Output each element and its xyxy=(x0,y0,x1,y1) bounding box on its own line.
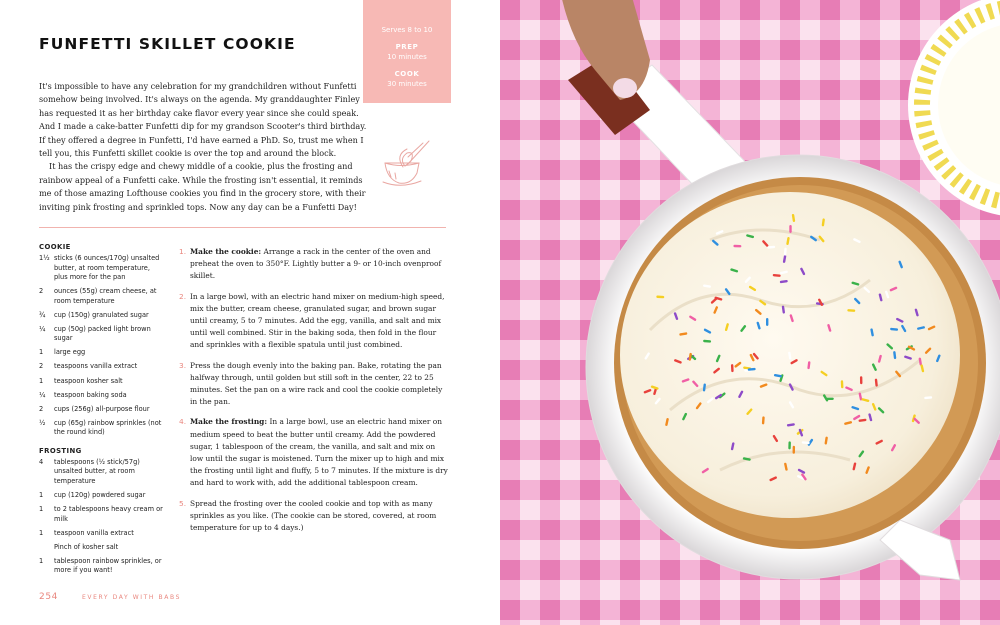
step-number: 3. xyxy=(179,360,187,370)
page-number: 254 xyxy=(39,592,58,602)
ingredient-quantity: 1 xyxy=(39,505,44,514)
sprinkle xyxy=(793,446,796,454)
prep-label: PREP xyxy=(395,43,419,51)
sprinkle xyxy=(766,318,768,326)
sprinkle xyxy=(860,376,863,384)
step-number: 4. xyxy=(179,417,187,427)
intro-paragraph-1: It's impossible to have any celebration for my grandchildren without Funfetti somehow being involved. It's always on the agenda. My granddaughter Finley has requested it as her birthday cake flavor every year since she could speak. And I made a cake-batter Funfetti dip for my grandson Scooter's third birthday. If they offered a degree in Funfetti, I'd have earned a PhD. So, trust me when I tell you, this Funfetti skillet cookie is over the top and around the block. xyxy=(39,81,367,159)
ingredients-list xyxy=(39,243,164,580)
cookie-ingredients xyxy=(39,254,164,438)
step-number: 1. xyxy=(179,247,187,256)
prep-value: 10 minutes xyxy=(387,53,427,61)
ingredient-row xyxy=(39,505,164,524)
method-step xyxy=(179,498,449,535)
sprinkle xyxy=(731,364,734,372)
step-text: Spread the frosting over the cooled cookie and top with as many sprinkles as you like. (The cookie can be stored, covered, at room temperature for up to 4 days.) xyxy=(190,498,437,533)
step-lead: Make the cookie: xyxy=(190,247,262,256)
whisk-bowl-icon xyxy=(377,133,437,193)
page-footer xyxy=(39,592,181,602)
ingredient-row xyxy=(39,391,164,401)
step-body xyxy=(190,416,449,489)
method-step xyxy=(179,291,449,352)
recipe-photo xyxy=(500,0,1000,625)
ingredient-text: teaspoons vanilla extract xyxy=(54,362,138,371)
ingredient-quantity: 1 xyxy=(39,490,44,499)
method-step xyxy=(179,246,449,283)
ingredient-text: tablespoons (½ stick/57g) unsalted butter, at room temperature xyxy=(54,457,140,485)
method-steps xyxy=(179,246,449,542)
cook-label: COOK xyxy=(394,70,420,78)
ingredient-quantity: 4 xyxy=(39,457,44,466)
ingredient-row xyxy=(39,377,164,387)
step-text: In a large bowl, with an electric hand mixer on medium-high speed, mix the butter, cream cheese, granulated sugar, and brown sugar until creamy, 5 to 7 minutes. Add the egg, vanilla, and salt and mix until well combined. Stir in the baking soda, then fold in the flour and sprinkles with a flexible spatula until just combined. xyxy=(190,291,445,350)
step-number: 5. xyxy=(179,498,187,508)
step-body xyxy=(190,246,449,283)
sprinkle xyxy=(733,245,741,248)
method-step xyxy=(179,360,449,409)
step-body xyxy=(190,291,449,352)
section-divider xyxy=(39,227,446,228)
ingredient-quantity: 2 xyxy=(39,404,44,413)
step-text: Arrange a rack in the center of the oven and preheat the oven to 350°F. Lightly butter a 9- or 10-inch ovenproof skillet. xyxy=(190,247,442,281)
step-lead: Make the frosting: xyxy=(190,417,268,427)
intro-paragraph-2: It has the crispy edge and chewy middle of a cookie, plus the frosting and rainbow appeal of a Funfetti cake. While the frosting isn't essential, it reminds me of those amazing Lofthouse cookies you find in the grocery store, with their inviting pink frosting and sprinkled tops. Now any day can be a Funfetti Day! xyxy=(39,161,366,212)
ingredient-quantity: 2 xyxy=(39,287,44,296)
book-title: EVERY DAY WITH BABS xyxy=(81,594,181,601)
ingredient-text: tablespoon rainbow sprinkles, or more if you want! xyxy=(54,556,162,575)
ingredient-text: ounces (55g) cream cheese, at room temperature xyxy=(54,287,157,305)
frosting-ingredients xyxy=(39,458,164,576)
ingredient-quantity xyxy=(39,543,54,553)
step-body xyxy=(190,498,449,535)
serves-text: Serves 8 to 10 xyxy=(381,26,433,34)
ingredient-quantity: 1 xyxy=(39,556,44,565)
ingredient-text: large egg xyxy=(54,348,86,357)
cookie-heading: COOKIE xyxy=(39,243,71,251)
ingredient-row xyxy=(39,325,164,344)
ingredient-quantity: ¼ xyxy=(39,390,46,399)
ingredient-row xyxy=(39,458,164,487)
ingredient-text: to 2 tablespoons heavy cream or milk xyxy=(54,505,163,523)
ingredient-row xyxy=(39,529,164,539)
ingredient-row xyxy=(39,405,164,415)
ingredient-text: cup (65g) rainbow sprinkles (not the round kind) xyxy=(54,418,162,437)
sprinkle xyxy=(788,441,791,449)
ingredient-quantity: 1 xyxy=(39,376,44,385)
ingredient-text: sticks (6 ounces/170g) unsalted butter, at room temperature, plus more for the pan xyxy=(54,254,160,281)
ingredient-quantity: 2 xyxy=(39,362,44,371)
frosting-heading: FROSTING xyxy=(39,446,82,455)
ingredient-quantity: ½ xyxy=(39,418,46,427)
ingredient-text: teaspoon kosher salt xyxy=(54,376,123,385)
ingredient-text: cup (120g) powdered sugar xyxy=(54,490,146,499)
step-text: Press the dough evenly into the baking pan. Bake, rotating the pan halfway through, until golden but still soft in the center, 22 to 25 minutes. Set the pan on a wire rack and cool the cookie completely in the pan. xyxy=(190,360,443,407)
ingredient-quantity: ¼ xyxy=(39,324,46,333)
photo-illustration xyxy=(500,0,1000,625)
recipe-intro xyxy=(39,80,375,214)
ingredient-row xyxy=(39,287,164,306)
ingredient-text: Pinch of kosher salt xyxy=(54,542,119,551)
method-step xyxy=(179,416,449,489)
ingredient-row xyxy=(39,348,164,358)
recipe-info-box xyxy=(363,0,451,103)
ingredient-quantity: 1 xyxy=(39,528,44,537)
ingredient-row xyxy=(39,311,164,321)
ingredient-text: cups (256g) all-purpose flour xyxy=(54,404,150,413)
sprinkle xyxy=(841,380,844,388)
ingredient-quantity: 1½ xyxy=(39,254,50,262)
ingredient-text: teaspoon vanilla extract xyxy=(54,528,134,537)
ingredient-row xyxy=(39,557,164,576)
step-number: 2. xyxy=(179,291,187,301)
ingredient-row xyxy=(39,362,164,372)
ingredient-row xyxy=(39,543,164,553)
sprinkle xyxy=(789,225,791,233)
sprinkle xyxy=(656,295,664,298)
ingredient-row xyxy=(39,491,164,501)
recipe-title: FUNFETTI SKILLET COOKIE xyxy=(39,35,296,53)
ingredient-quantity: 1 xyxy=(39,348,44,357)
step-text: In a large bowl, use an electric hand mixer on medium speed to beat the butter until creamy. Add the powdered sugar, 1 tablespoon of the cream, the vanilla, and salt and mix on low until the sugar is moistened. Turn the mixer up to high and mix the frosting until light and fluffy, 5 to 7 minutes. If the mixture is dry and hard to work with, add the additional tablespoon cream. xyxy=(190,417,448,488)
step-body xyxy=(190,360,449,409)
ingredient-text: cup (150g) granulated sugar xyxy=(54,310,149,319)
ingredient-quantity: ¾ xyxy=(39,310,46,319)
ingredient-text: cup (50g) packed light brown sugar xyxy=(54,324,151,343)
cook-value: 30 minutes xyxy=(387,80,427,88)
ingredient-row xyxy=(39,254,164,283)
ingredient-row xyxy=(39,419,164,438)
ingredient-text: teaspoon baking soda xyxy=(54,390,127,399)
